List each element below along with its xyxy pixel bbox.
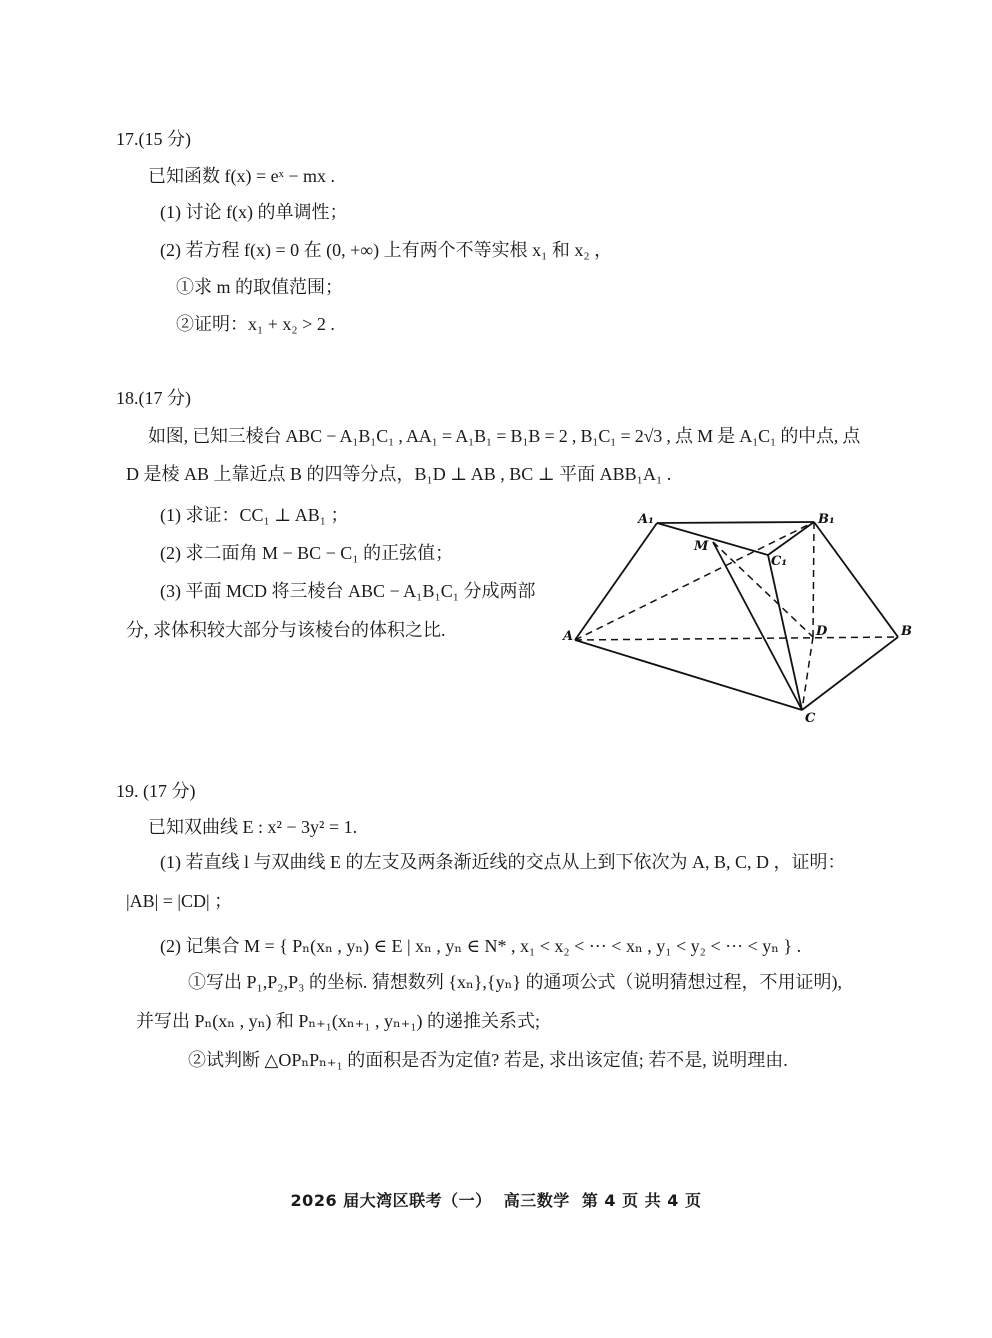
label-A: A (563, 629, 574, 644)
q19-part2-1-line1: ①写出 P₁,P₂,P₃ 的坐标. 猜想数列 {xₙ},{yₙ} 的通项公式（说明猜想过程，不用证明), (188, 972, 842, 992)
edge-A-C (575, 640, 802, 710)
q18-part3-line1: (3) 平面 MCD 将三棱台 ABC − A₁B₁C₁ 分成两部 (160, 581, 536, 601)
q19-part1-line1: (1) 若直线 l 与双曲线 E 的左支及两条渐近线的交点从上到下依次为 A, B, C, D ，证明： (160, 852, 846, 872)
label-B: B (901, 624, 912, 639)
edge-C-C1 (768, 555, 802, 710)
q19-part2-1-line2: 并写出 Pₙ(xₙ , yₙ) 和 Pₙ₊₁(xₙ₊₁ , yₙ₊₁) 的递推关系式; (136, 1011, 541, 1031)
page-footer (0, 1188, 992, 1211)
edge-A-B-dashed (575, 637, 898, 640)
q18-part3-line2: 分, 求体积较大部分与该棱台的体积之比. (126, 620, 446, 640)
q19-part2: (2) 记集合 M = { Pₙ(xₙ , yₙ) ∈ E | xₙ , yₙ ∈ N* , x₁ < x₂ < ··· < xₙ , y₁ < y₂ < ··· < yₙ } . (160, 936, 802, 956)
q17-part1: (1) 讨论 f(x) 的单调性； (160, 202, 348, 222)
label-M: M (694, 539, 709, 554)
label-A1: A₁ (638, 512, 654, 527)
q17-heading: 17.(15 分) (116, 129, 191, 149)
label-D: D (816, 624, 828, 639)
q17-stem: 已知函数 f(x) = eˣ − mx . (148, 166, 335, 186)
q18-stem-line2: D 是棱 AB 上靠近点 B 的四等分点，B₁D ⊥ AB , BC ⊥ 平面 ABB₁A₁ . (126, 464, 672, 484)
q18-part1: (1) 求证：CC₁ ⊥ AB₁ ； (160, 505, 349, 525)
edge-M-C (713, 542, 802, 710)
edge-M-D-dashed (713, 542, 813, 637)
label-C1: C₁ (771, 554, 788, 569)
edge-A1-C1 (657, 523, 768, 555)
footer-exam-name: 2026 届大湾区联考（一） (290, 1191, 492, 1210)
edge-B1-C1 (768, 522, 814, 555)
edge-D-C-dashed (802, 637, 813, 710)
edge-B-C (802, 637, 898, 710)
q18-heading: 18.(17 分) (116, 388, 191, 408)
q19-heading: 19. (17 分) (116, 781, 196, 801)
edge-B1-D-dashed (813, 522, 814, 637)
q17-part2-2: ②证明：x₁ + x₂ > 2 . (176, 314, 335, 334)
edge-A-A1 (575, 523, 657, 640)
footer-subject: 高三数学 (503, 1191, 570, 1210)
footer-page-number: 第 4 页 共 4 页 (581, 1191, 702, 1210)
label-C: C (805, 711, 816, 726)
q17-part2: (2) 若方程 f(x) = 0 在 (0, +∞) 上有两个不等实根 x₁ 和 x₂ ， (160, 240, 613, 260)
q18-stem-line1: 如图, 已知三棱台 ABC − A₁B₁C₁ , AA₁ = A₁B₁ = B₁B = 2 , B₁C₁ = 2√3 , 点 M 是 A₁C₁ 的中点, 点 (148, 426, 861, 446)
q17-part2-1: ①求 m 的取值范围； (176, 277, 344, 297)
q19-stem: 已知双曲线 E : x² − 3y² = 1. (148, 817, 358, 837)
edge-B-B1 (814, 522, 898, 637)
q18-part2: (2) 求二面角 M − BC − C₁ 的正弦值； (160, 543, 454, 563)
label-B1: B₁ (818, 512, 835, 527)
q19-part1-line2: |AB| = |CD| ； (126, 891, 233, 911)
edge-A1-B1 (657, 522, 814, 523)
q19-part2-2: ②试判断 △OPₙPₙ₊₁ 的面积是否为定值? 若是, 求出该定值; 若不是, 说明理由. (188, 1050, 788, 1070)
